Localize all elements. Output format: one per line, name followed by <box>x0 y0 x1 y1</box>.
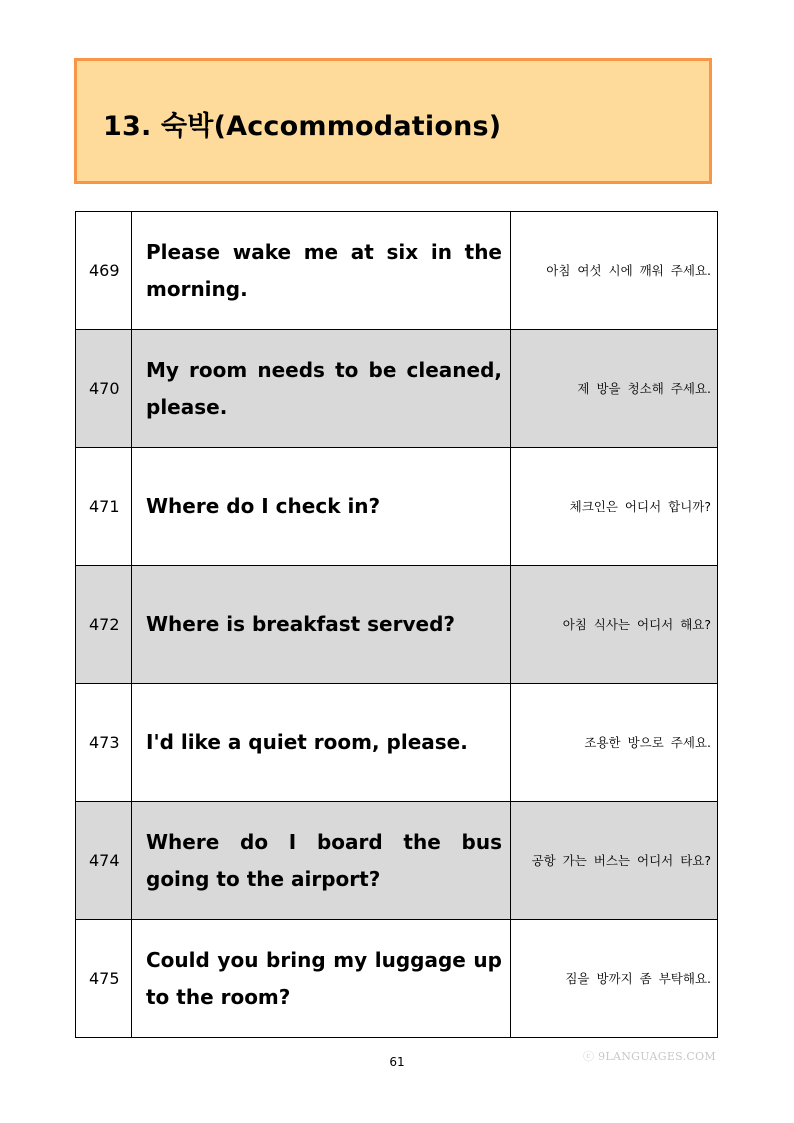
phrase-number: 474 <box>76 802 132 920</box>
phrase-table <box>75 211 718 1038</box>
phrase-english: Where do I check in? <box>132 448 511 566</box>
section-title-box <box>74 58 712 184</box>
phrase-english: Please wake me at six in the morning. <box>132 212 511 330</box>
section-title: 13. 숙박(Accommodations) <box>103 111 502 142</box>
phrase-korean: 공항 가는 버스는 어디서 타요? <box>511 802 718 920</box>
table-row <box>76 566 718 684</box>
phrase-number: 475 <box>76 920 132 1038</box>
phrase-number: 472 <box>76 566 132 684</box>
phrase-english: Could you bring my luggage up to the room? <box>132 920 511 1038</box>
phrase-korean: 조용한 방으로 주세요. <box>511 684 718 802</box>
phrase-korean: 아침 식사는 어디서 해요? <box>511 566 718 684</box>
phrase-number: 469 <box>76 212 132 330</box>
phrase-korean: 체크인은 어디서 합니까? <box>511 448 718 566</box>
phrase-english: Where is breakfast served? <box>132 566 511 684</box>
table-row <box>76 448 718 566</box>
phrase-number: 473 <box>76 684 132 802</box>
table-row <box>76 212 718 330</box>
copyright-watermark: ⓒ 9LANGUAGES.COM <box>583 1050 716 1063</box>
phrase-korean: 짐을 방까지 좀 부탁해요. <box>511 920 718 1038</box>
phrase-korean: 아침 여섯 시에 깨워 주세요. <box>511 212 718 330</box>
phrase-english: I'd like a quiet room, please. <box>132 684 511 802</box>
table-row <box>76 802 718 920</box>
table-row <box>76 684 718 802</box>
phrase-number: 470 <box>76 330 132 448</box>
page-number: 61 <box>389 1055 405 1069</box>
phrase-korean: 제 방을 청소해 주세요. <box>511 330 718 448</box>
table-row <box>76 330 718 448</box>
phrase-english: Where do I board the bus going to the airport? <box>132 802 511 920</box>
phrase-number: 471 <box>76 448 132 566</box>
phrase-english: My room needs to be cleaned, please. <box>132 330 511 448</box>
table-row <box>76 920 718 1038</box>
